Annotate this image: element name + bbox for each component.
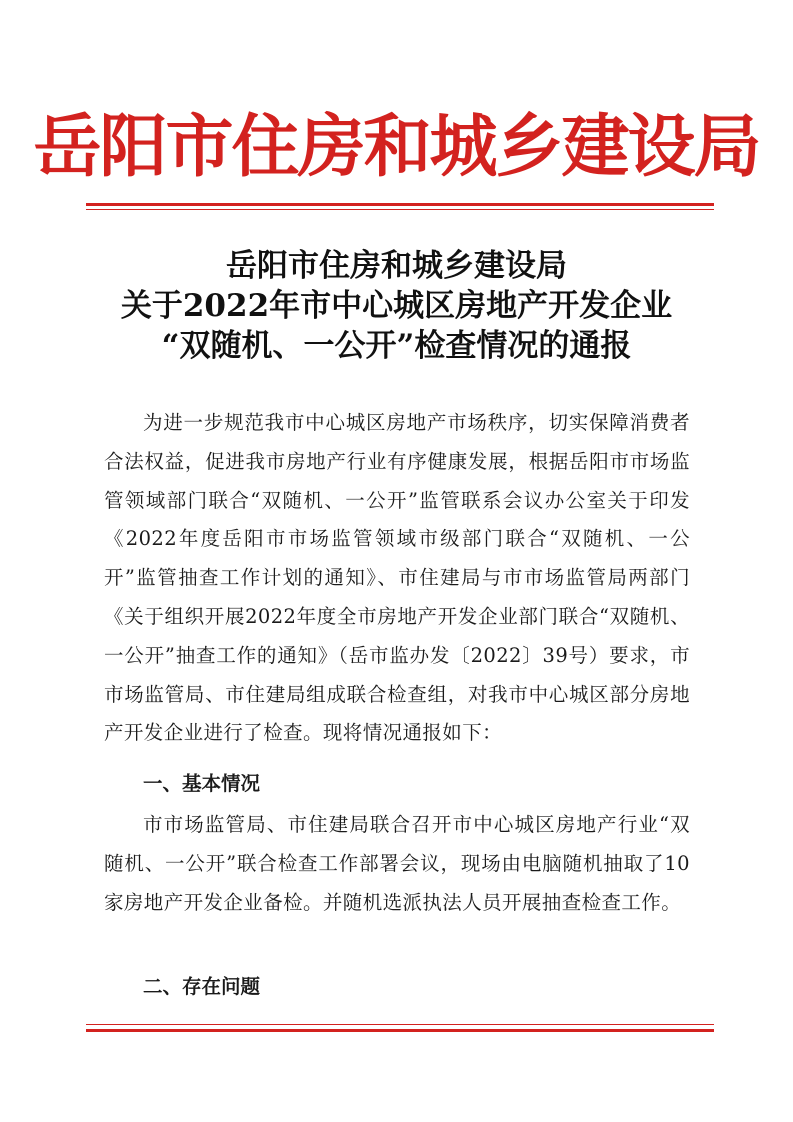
masthead-rule-thin — [86, 209, 714, 210]
section-1-paragraph: 市市场监管局、市住建局联合召开市中心城区房地产行业“双随机、一公开”联合检查工作部署会议，现场由电脑随机抽取了10家房地产开发企业备检。并随机选派执法人员开展抽查检查工作。 — [104, 813, 690, 914]
footer-rule-thick — [86, 1029, 714, 1032]
section-1-heading: 一、基本情况 — [143, 772, 261, 795]
intro-paragraph: 为进一步规范我市中心城区房地产市场秩序，切实保障消费者合法权益，促进我市房地产行业有序健康发展，根据岳阳市市场监管领域部门联合“双随机、一公开”监管联系会议办公室关于印发《2022年度岳阳市市场监管领域市级部门联合“双随机、一公开”监管抽查工作计划的通知》、市住建局与市市场监管局两部门《关于组织开展2022年度全市房地产开发企业部门联合“双随机、一公开”抽查工作的通知》（岳市监办发〔2022〕39号）要求，市市场监管局、市住建局组成联合检查组，对我市中心城区部分房地产开发企业进行了检查。现将情况通报如下： — [104, 411, 690, 745]
section-2-heading: 二、存在问题 — [143, 975, 261, 998]
document-title-line-3: “双随机、一公开”检查情况的通报 — [161, 328, 632, 364]
document-title-line-2: 关于2022年市中心城区房地产开发企业 — [120, 288, 673, 324]
masthead-rule-thick — [86, 203, 714, 206]
masthead-title: 岳阳市住房和城乡建设局 — [33, 108, 760, 187]
footer-rule-thin — [86, 1024, 714, 1025]
document-title-line-1: 岳阳市住房和城乡建设局 — [226, 248, 567, 284]
